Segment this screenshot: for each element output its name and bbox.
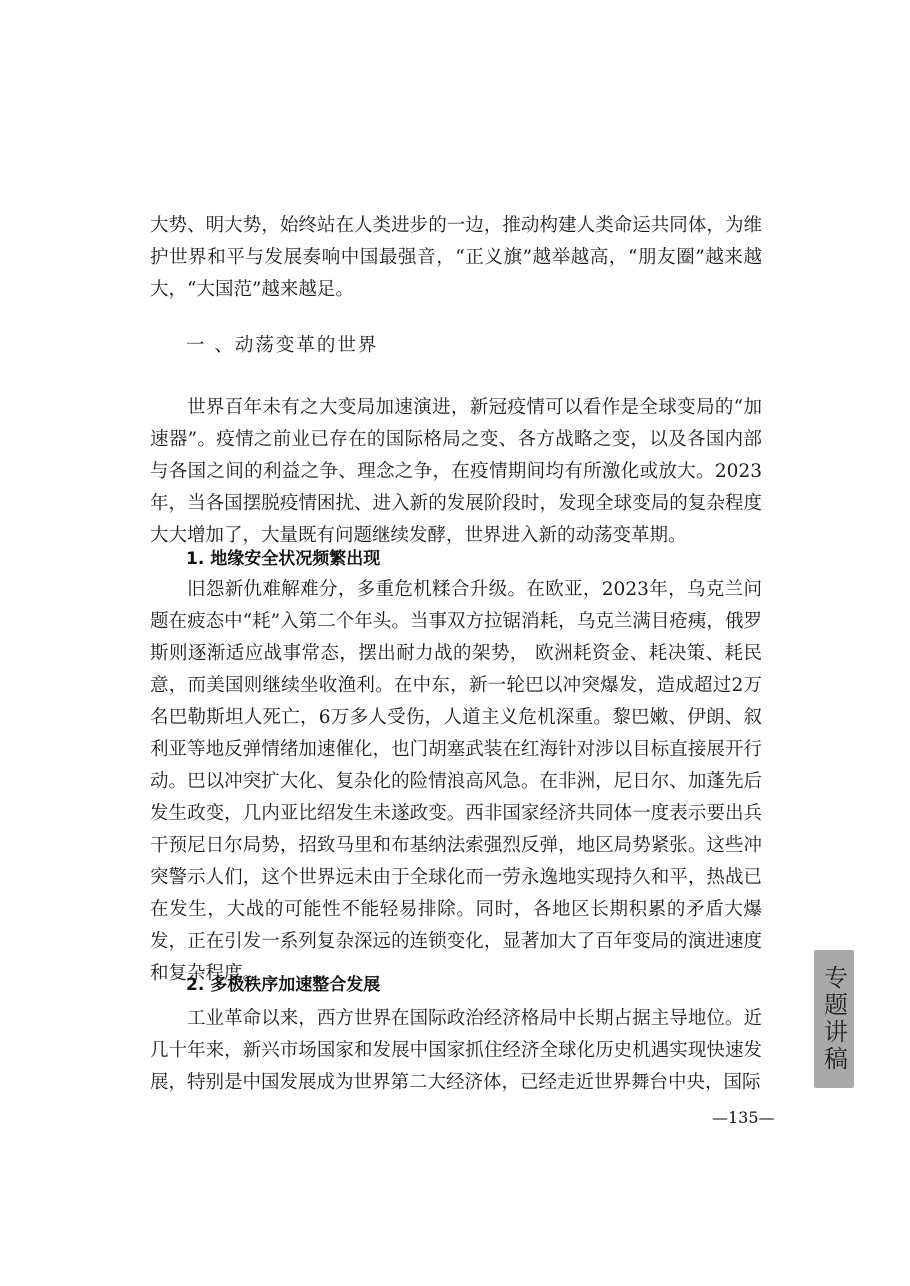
subsection-heading-1: 1. 地缘安全状况频繁出现 — [186, 549, 381, 569]
section-paragraph: 世界百年未有之大变局加速演进，新冠疫情可以看作是全球变局的“加速器”。疫情之前业已存在的国际格局之变、各方战略之变，以及各国内部与各国之间的利益之争、理念之争，在疫情期间均有所激化或放大。2023年，当各国摆脱疫情困扰、进入新的发展阶段时，发现全球变局的复杂程度大大增加了，大量既有问题继续发酵，世界进入新的动荡变革期。 — [150, 397, 762, 546]
section-title: 一 、动荡变革的世界 — [186, 335, 379, 356]
side-tab — [814, 950, 854, 1088]
intro-paragraph: 大势、明大势，始终站在人类进步的一边，推动构建人类命运共同体，为维护世界和平与发展奏响中国最强音，“正义旗”越举越高，“朋友圈”越来越大，“大国范”越来越足。 — [150, 215, 762, 300]
side-tab-label: 专题讲稿 — [819, 965, 848, 1073]
subsection-paragraph-2: 工业革命以来，西方世界在国际政治经济格局中长期占据主导地位。近几十年来，新兴市场国家和发展中国家抓住经济全球化历史机遇实现快速发展，特别是中国发展成为世界第二大经济体，已经走近世界舞台中央，国际 — [150, 1008, 762, 1093]
subsection-paragraph-1: 旧怨新仇难解难分，多重危机糅合升级。在欧亚，2023年，乌克兰问题在疲态中“耗”入第二个年头。当事双方拉锯消耗，乌克兰满目疮痍，俄罗斯则逐渐适应战事常态，摆出耐力战的架势， 欧洲耗资金、耗决策、耗民意，而美国则继续坐收渔利。在中东，新一轮巴以冲突爆发，造成超过2万名巴勒斯坦人死亡，6万多人受伤，人道主义危机深重。黎巴嫩、伊朗、叙利亚等地反弹情绪加速催化，也门胡塞武装在红海针对涉以目标直接展开行动。巴以冲突扩大化、复杂化的险情浪高风急。在非洲，尼日尔、加蓬先后发生政变，几内亚比绍发生未遂政变。西非国家经济共同体一度表示要出兵干预尼日尔局势，招致马里和布基纳法索强烈反弹，地区局势紧张。这些冲突警示人们，这个世界远未由于全球化而一劳永逸地实现持久和平，热战已在发生，大战的可能性不能轻易排除。同时，各地区长期积累的矛盾大爆发，正在引发一系列复杂深远的连锁变化，显著加大了百年变局的演进速度和复杂程度。 — [150, 579, 762, 984]
page-number: —135— — [712, 1108, 775, 1127]
subsection-heading-2: 2. 多极秩序加速整合发展 — [186, 975, 381, 995]
